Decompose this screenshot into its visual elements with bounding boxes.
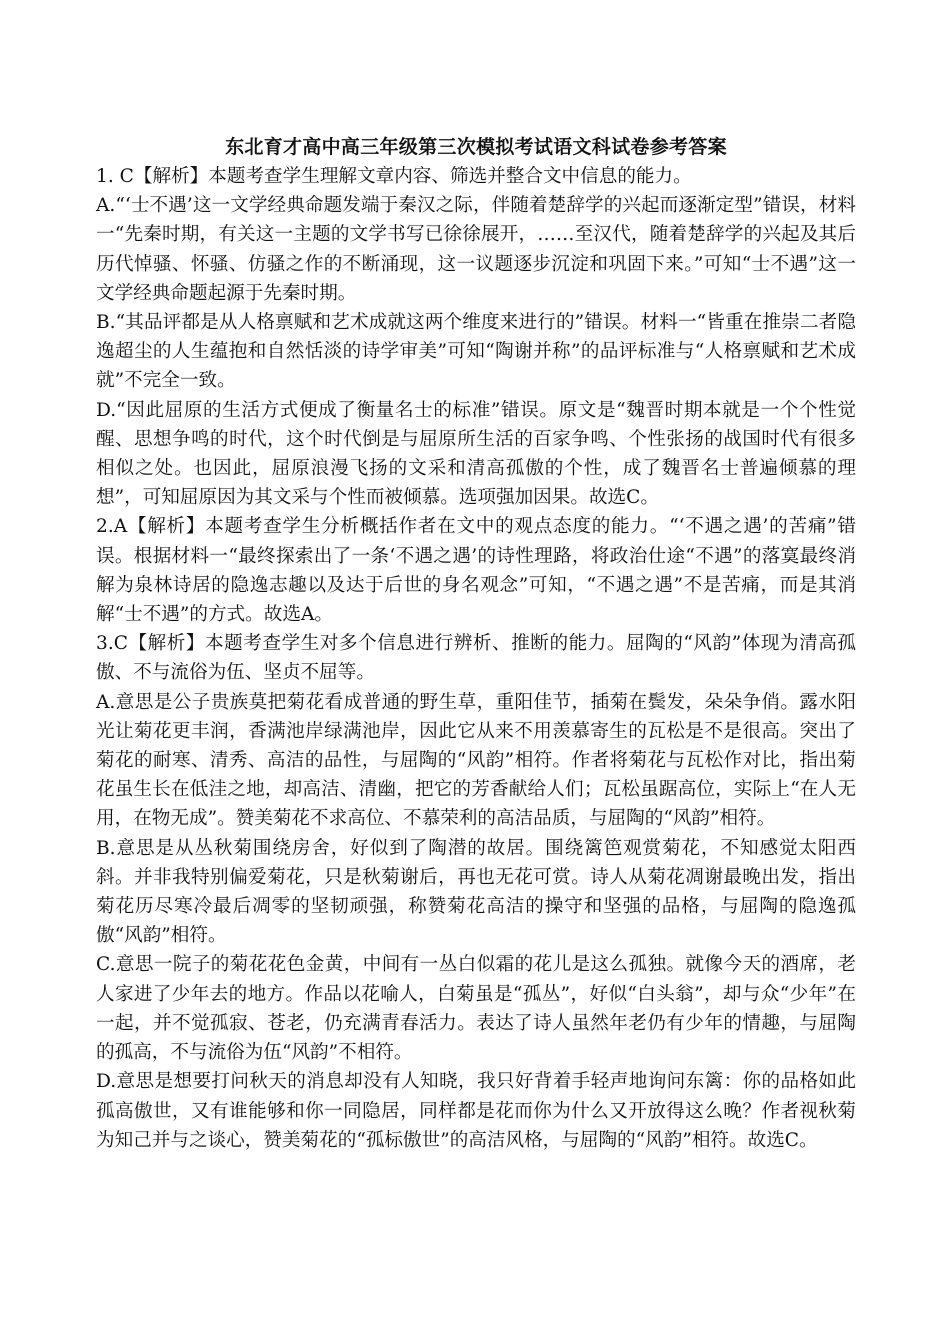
answer-q3-option-b: B.意思是从丛秋菊围绕房舍，好似到了陶潜的故居。围绕篱笆观赏菊花，不知感觉太阳西斜。并非我特别偏爱菊花，只是秋菊谢后，再也无花可赏。诗人从菊花凋谢最晚出发，指出菊花历尽寒冷最后凋零的坚韧顽强，称赞菊花高洁的操守和坚强的品格，与屈陶的隐逸孤傲“风韵”相符。 (96, 837, 856, 947)
answer-q3-option-a: A.意思是公子贵族莫把菊花看成普通的野生草，重阳佳节，插菊在鬓发，朵朵争俏。露水阳光让菊花更丰润，香满池岸绿满池岸，因此它从来不用羡慕寄生的瓦松是不是很高。突出了菊花的耐寒、清秀、高洁的品性，与屈陶的“风韵”相符。作者将菊花与瓦松作对比，指出菊花虽生长在低洼之地，却高洁、清幽，把它的芳香献给人们；瓦松虽踞高位，实际上“在人无用，在物无成”。赞美菊花不求高位、不慕荣利的高洁品质，与屈陶的“风韵”相符。 (96, 691, 856, 830)
answer-q3-header: 3.C【解析】本题考查学生对多个信息进行辨析、推断的能力。屈陶的“风韵”体现为清高孤傲、不与流俗为伍、坚贞不屈等。 (96, 633, 856, 684)
answer-q3-option-c: C.意思一院子的菊花花色金黄，中间有一丛白似霜的花儿是这么孤独。就像今天的酒席，老人家进了少年去的地方。作品以花喻人，白菊虽是“孤丛”，好似“白头翁”，却与众“少年”在一起，并不觉孤寂、苍老，仍充满青春活力。表达了诗人虽然年老仍有少年的情趣，与屈陶的孤高，不与流俗为伍“风韵”不相符。 (96, 954, 856, 1064)
answer-q1-option-d: D.“因此屈原的生活方式便成了衡量名士的标准”错误。原文是“魏晋时期本就是一个个性觉醒、思想争鸣的时代，这个时代倒是与屈原所生活的百家争鸣、个性张扬的战国时代有很多相似之处。也因此，屈原浪漫飞扬的文采和清高孤傲的个性，成了魏晋名士普遍倾慕的理想”，可知屈原因为其文采与个性而被倾慕。选项强加因果。故选C。 (96, 399, 856, 509)
answer-q3-option-d: D.意思是想要打问秋天的消息却没有人知晓，我只好背着手轻声地询问东篱：你的品格如此孤高傲世，又有谁能够和你一同隐居，同样都是花而你为什么又开放得这么晚？作者视秋菊为知己并与之谈心，赞美菊花的“孤标傲世”的高洁风格，与屈陶的“风韵”相符。故选C。 (96, 1071, 856, 1151)
answer-document (96, 134, 856, 1155)
answer-q1-option-b: B.“其品评都是从人格禀赋和艺术成就这两个维度来进行的”错误。材料一“皆重在推崇二者隐逸超尘的人生蕴抱和自然恬淡的诗学审美”可知“陶谢并称”的品评标准与“人格禀赋和艺术成就”不完全一致。 (96, 312, 856, 392)
document-title: 东北育才高中高三年级第三次模拟考试语文科试卷参考答案 (225, 136, 727, 158)
answer-q1-header: 1. C【解析】本题考查学生理解文章内容、筛选并整合文中信息的能力。 (96, 166, 692, 187)
answer-q1-option-a: A.“‘士不遇’这一文学经典命题发端于秦汉之际，伴随着楚辞学的兴起而逐渐定型”错误，材料一“先秦时期，有关这一主题的文学书写已徐徐展开，……至汉代，随着楚辞学的兴起及其后历代悼骚、怀骚、仿骚之作的不断涌现，这一议题逐步沉淀和巩固下来。”可知“士不遇”这一文学经典命题起源于先秦时期。 (96, 195, 856, 304)
answer-q2: 2.A【解析】本题考查学生分析概括作者在文中的观点态度的能力。“‘不遇之遇’的苦痛”错误。根据材料一“最终探索出了一条‘不遇之遇’的诗性理路，将政治仕途“不遇”的落寞最终消解为泉林诗居的隐逸志趣以及达于后世的身名观念”可知，“不遇之遇”不是苦痛，而是其消解“士不遇”的方式。故选A。 (96, 516, 856, 626)
